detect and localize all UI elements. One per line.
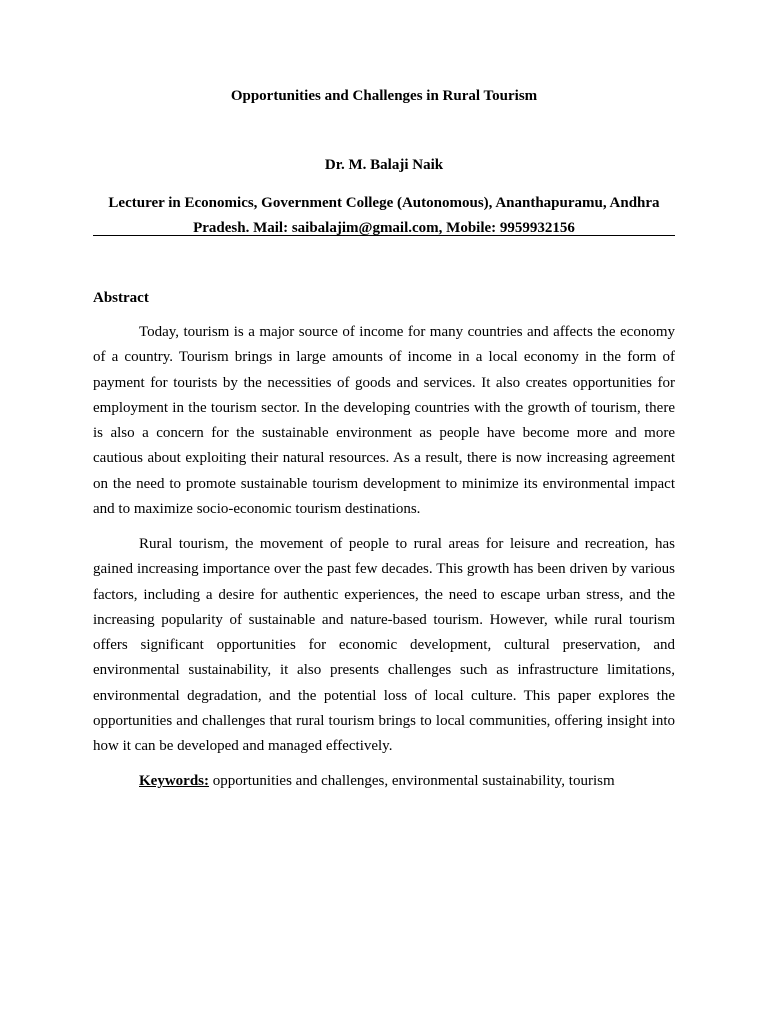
author-name: Dr. M. Balaji Naik	[324, 157, 444, 173]
keywords-label: Keywords:	[139, 773, 209, 789]
abstract-paragraph-1: Today, tourism is a major source of income for many countries and affects the economy of a country. Tourism brings in large amounts of income in a local economy in the form of payment for tourists by the necessities of goods and services. It also creates opportunities for employment in the tourism sector. In the developing countries with the growth of tourism, there is also a concern for the sustainable environment as people have become more and more cautious about exploiting their natural resources. As a result, there is now increasing agreement on the need to promote sustainable tourism development to minimize its environmental impact and to maximize socio-economic tourism destinations.	[93, 324, 675, 518]
header-divider	[93, 235, 675, 236]
abstract-paragraph-2: Rural tourism, the movement of people to rural areas for leisure and recreation, has gained increasing importance over the past few decades. This growth has been driven by various factors, including a desire for authentic experiences, the need to escape urban stress, and the increasing popularity of sustainable and nature-based tourism. However, while rural tourism offers significant opportunities for economic development, cultural preservation, and environmental sustainability, it also presents challenges such as infrastructure limitations, environmental degradation, and the potential loss of local culture. This paper explores the opportunities and challenges that rural tourism brings to local communities, offering insight into how it can be developed and managed effectively.	[93, 536, 675, 755]
author-affiliation: Lecturer in Economics, Government College (Autonomous), Ananthapuramu, Andhra Pradesh. Mail: saibalajim@gmail.com, Mobile: 9959932156	[108, 195, 660, 236]
paper-title: Opportunities and Challenges in Rural Tourism	[230, 88, 538, 104]
keywords-line	[139, 770, 675, 792]
abstract-heading: Abstract	[93, 290, 149, 306]
paper-page	[93, 0, 675, 1024]
keywords-text: opportunities and challenges, environmental sustainability, tourism	[209, 773, 615, 789]
